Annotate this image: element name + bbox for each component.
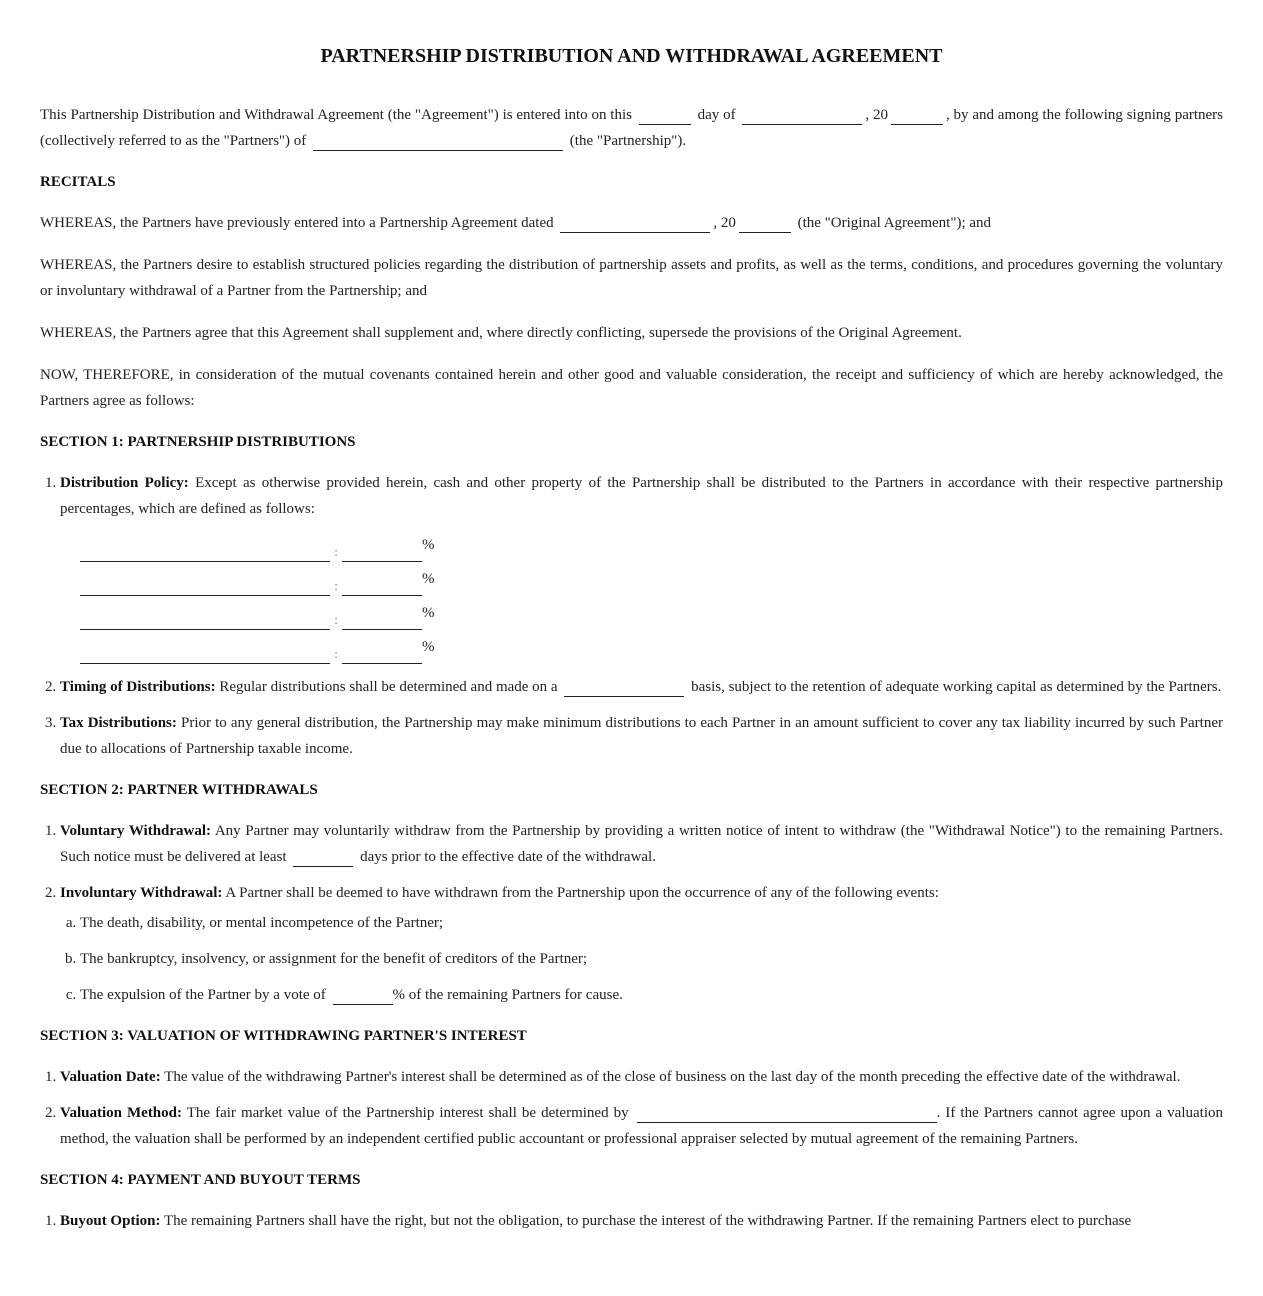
percent-sign: % bbox=[422, 605, 435, 621]
original-agreement-date-blank[interactable] bbox=[560, 214, 710, 233]
colon-separator: : bbox=[334, 544, 338, 559]
list-item: a. The death, disability, or mental incompetence of the Partner; bbox=[80, 910, 1223, 936]
item-text: The fair market value of the Partnership interest shall be determined by bbox=[186, 1105, 629, 1121]
percentage-blank[interactable] bbox=[342, 575, 422, 596]
item-text: days prior to the effective date of the withdrawal. bbox=[360, 849, 656, 865]
list-item bbox=[60, 710, 1223, 762]
original-agreement-year-blank[interactable] bbox=[739, 214, 791, 233]
partner-name-blank[interactable] bbox=[80, 643, 330, 664]
month-blank[interactable] bbox=[742, 106, 862, 125]
term-label: Distribution Policy: bbox=[60, 475, 189, 491]
recital-4: NOW, THEREFORE, in consideration of the mutual covenants contained herein and other good and valuable consideration, the receipt and sufficiency of which are hereby acknowledged, the Partners agree as follows: bbox=[40, 367, 1223, 409]
intro-text: (the "Partnership"). bbox=[569, 133, 687, 149]
percentage-blank[interactable] bbox=[342, 541, 422, 562]
recitals-heading: RECITALS bbox=[40, 174, 116, 190]
item-text: basis, subject to the retention of adequate working capital as determined by the Partners. bbox=[691, 679, 1222, 695]
recital-text: , 20 bbox=[713, 215, 736, 231]
colon-separator: : bbox=[334, 612, 338, 627]
list-item: b. The bankruptcy, insolvency, or assignment for the benefit of creditors of the Partner; bbox=[80, 946, 1223, 972]
colon-separator: : bbox=[334, 578, 338, 593]
section-4-list bbox=[40, 1208, 1223, 1234]
notice-days-blank[interactable] bbox=[293, 848, 353, 867]
document-title: PARTNERSHIP DISTRIBUTION AND WITHDRAWAL AGREEMENT bbox=[320, 45, 943, 67]
percentage-row bbox=[80, 596, 1223, 630]
list-item bbox=[60, 674, 1223, 700]
section-3-list bbox=[40, 1064, 1223, 1152]
recital-3: WHEREAS, the Partners agree that this Agreement shall supplement and, where directly conflicting, supersede the provisions of the Original Agreement. bbox=[40, 325, 962, 341]
item-text: Any Partner may voluntarily withdraw from the Partnership by providing a written notice of intent to withdraw (the "Withdrawal Notice") to the remaining Partners. Such notice must be delivered at least bbox=[60, 823, 1223, 865]
term-label: Valuation Date: bbox=[60, 1069, 161, 1085]
section-1-heading: SECTION 1: PARTNERSHIP DISTRIBUTIONS bbox=[40, 434, 356, 450]
list-item bbox=[60, 470, 1223, 664]
day-blank[interactable] bbox=[639, 106, 691, 125]
item-text: % of the remaining Partners for cause. bbox=[392, 987, 623, 1003]
item-text: Except as otherwise provided herein, cash and other property of the Partnership shall be distributed to the Partners in accordance with their respective partnership percentages, which are defined as follows: bbox=[60, 475, 1224, 517]
intro-text: This Partnership Distribution and Withdrawal Agreement (the "Agreement") is entered into on this bbox=[40, 107, 632, 123]
item-text: Regular distributions shall be determined and made on a bbox=[219, 679, 558, 695]
percentage-blank[interactable] bbox=[342, 609, 422, 630]
distribution-frequency-blank[interactable] bbox=[564, 678, 684, 697]
partnership-name-blank[interactable] bbox=[313, 132, 563, 151]
withdrawal-events-list bbox=[60, 910, 1223, 1008]
partner-name-blank[interactable] bbox=[80, 609, 330, 630]
valuation-method-blank[interactable] bbox=[637, 1104, 937, 1123]
item-text: Prior to any general distribution, the Partnership may make minimum distributions to each Partner in an amount sufficient to cover any tax liability incurred by such Partner due to allocations of Partnership taxable income. bbox=[60, 715, 1223, 757]
intro-paragraph bbox=[40, 102, 1223, 154]
intro-text: , 20 bbox=[865, 107, 888, 123]
section-2-list bbox=[40, 818, 1223, 1008]
term-label: Voluntary Withdrawal: bbox=[60, 823, 212, 839]
vote-percentage-blank[interactable] bbox=[333, 986, 393, 1005]
section-4-heading: SECTION 4: PAYMENT AND BUYOUT TERMS bbox=[40, 1172, 361, 1188]
section-3-heading: SECTION 3: VALUATION OF WITHDRAWING PARTNER'S INTEREST bbox=[40, 1028, 527, 1044]
list-item bbox=[60, 1064, 1223, 1090]
partner-name-blank[interactable] bbox=[80, 541, 330, 562]
term-label: Timing of Distributions: bbox=[60, 679, 216, 695]
percent-sign: % bbox=[422, 639, 435, 655]
partner-name-blank[interactable] bbox=[80, 575, 330, 596]
item-text: The remaining Partners shall have the right, but not the obligation, to purchase the interest of the withdrawing Partner. If the remaining Partners elect to purchase bbox=[163, 1213, 1132, 1229]
list-item bbox=[60, 880, 1223, 1008]
section-2-heading: SECTION 2: PARTNER WITHDRAWALS bbox=[40, 782, 318, 798]
percentage-list bbox=[80, 528, 1223, 664]
percentage-row bbox=[80, 630, 1223, 664]
percent-sign: % bbox=[422, 537, 435, 553]
percentage-row bbox=[80, 562, 1223, 596]
percentage-row bbox=[80, 528, 1223, 562]
list-item bbox=[80, 982, 1223, 1008]
recital-1 bbox=[40, 210, 1223, 236]
term-label: Tax Distributions: bbox=[60, 715, 177, 731]
section-1-list bbox=[40, 470, 1223, 762]
intro-text: , by and among the following signing partners (collectively referred to as the "Partners") of bbox=[40, 107, 1224, 149]
list-item bbox=[60, 1208, 1223, 1234]
colon-separator: : bbox=[334, 646, 338, 661]
recital-text: (the "Original Agreement"); and bbox=[797, 215, 992, 231]
item-text: The expulsion of the Partner by a vote of bbox=[80, 987, 326, 1003]
item-text: . If the Partners cannot agree upon a valuation method, the valuation shall be performed by an independent certified public accountant or professional appraiser selected by mutual agreement of the remaining Partners. bbox=[60, 1105, 1223, 1147]
recital-2: WHEREAS, the Partners desire to establish structured policies regarding the distribution of partnership assets and profits, as well as the terms, conditions, and procedures governing the voluntary or involuntary withdrawal of a Partner from the Partnership; and bbox=[40, 257, 1223, 299]
year-blank[interactable] bbox=[891, 106, 943, 125]
list-item bbox=[60, 1100, 1223, 1152]
term-label: Valuation Method: bbox=[60, 1105, 182, 1121]
item-text: The value of the withdrawing Partner's interest shall be determined as of the close of business on the last day of the month preceding the effective date of the withdrawal. bbox=[164, 1069, 1181, 1085]
intro-text: day of bbox=[697, 107, 736, 123]
list-item bbox=[60, 818, 1223, 870]
percentage-blank[interactable] bbox=[342, 643, 422, 664]
percent-sign: % bbox=[422, 571, 435, 587]
item-text: A Partner shall be deemed to have withdrawn from the Partnership upon the occurrence of any of the following events: bbox=[225, 885, 939, 901]
term-label: Buyout Option: bbox=[60, 1213, 161, 1229]
term-label: Involuntary Withdrawal: bbox=[60, 885, 223, 901]
recital-text: WHEREAS, the Partners have previously entered into a Partnership Agreement dated bbox=[40, 215, 554, 231]
